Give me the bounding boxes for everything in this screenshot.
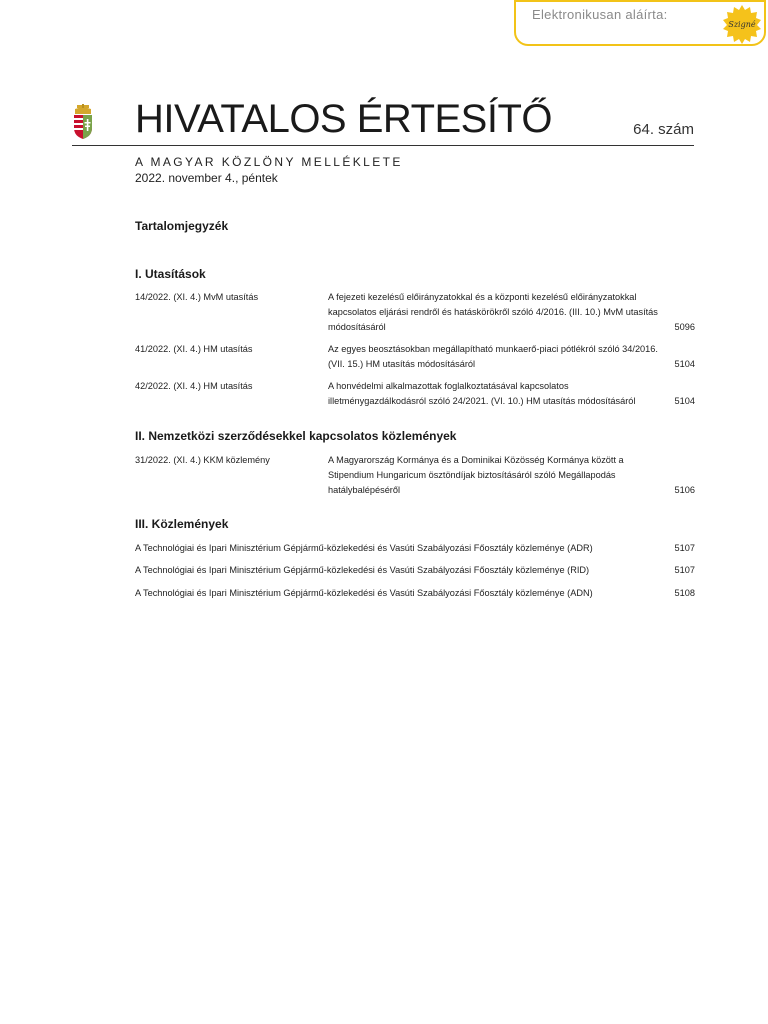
toc-entry[interactable]	[135, 541, 695, 556]
entry-reference: 14/2022. (XI. 4.) MvM utasítás	[135, 292, 259, 302]
entry-description: A Magyarország Kormánya és a Dominikai Közösség Kormánya között a Stipendium Hungaricum ösztöndíjak biztosításáról szóló Megállapodás hatálybalépéséről	[328, 455, 624, 495]
entry-page-number: 5104	[674, 396, 695, 406]
toc-entry[interactable]	[135, 379, 695, 409]
entry-page-number: 5106	[674, 485, 695, 495]
entry-page-number: 5107	[674, 543, 695, 553]
toc-entry[interactable]	[135, 342, 695, 372]
entry-reference: 31/2022. (XI. 4.) KKM közlemény	[135, 455, 270, 465]
entry-description: Az egyes beosztásokban megállapítható munkaerő-piaci pótlékról szóló 34/2016. (VII. 15.) HM utasítás módosításáról	[328, 344, 658, 369]
section-heading-instructions: I. Utasítások	[135, 267, 206, 281]
entry-description: A fejezeti kezelésű előirányzatokkal és a központi kezelésű előirányzatokkal kapcsolatos eljárási rendről és hatáskörökről szóló 4/2016. (III. 10.) MvM utasítás módosításáról	[328, 292, 658, 332]
entry-page-number: 5104	[674, 359, 695, 369]
svg-text:Szigné: Szigné	[728, 20, 756, 29]
entry-description: A Technológiai és Ipari Minisztérium Gépjármű-közlekedési és Vasúti Szabályozási Főosztály közleménye (RID)	[135, 565, 590, 575]
toc-entry[interactable]	[135, 586, 695, 601]
electronic-signature-box[interactable]	[514, 0, 766, 46]
signature-seal-icon	[722, 4, 762, 44]
entry-page-number: 5108	[674, 588, 695, 598]
hungarian-coat-of-arms-icon	[72, 104, 94, 140]
publication-title: HIVATALOS ÉRTESÍTŐ	[135, 97, 553, 141]
entry-page-number: 5107	[674, 565, 695, 575]
entry-page-number: 5096	[674, 322, 695, 332]
issue-number: 64. szám	[633, 121, 694, 138]
publication-date: 2022. november 4., péntek	[135, 171, 278, 185]
entry-description: A Technológiai és Ipari Minisztérium Gépjármű-közlekedési és Vasúti Szabályozási Főosztály közleménye (ADN)	[135, 588, 593, 598]
toc-entry[interactable]	[135, 290, 695, 335]
signature-label: Elektronikusan aláírta:	[532, 7, 668, 22]
toc-entry[interactable]	[135, 453, 695, 498]
section-heading-international-treaties: II. Nemzetközi szerződésekkel kapcsolatos közlemények	[135, 429, 457, 443]
header-divider	[72, 145, 694, 146]
entry-description: A honvédelmi alkalmazottak foglalkoztatásával kapcsolatos illetménygazdálkodásról szóló 24/2021. (VI. 10.) HM utasítás módosításáról	[328, 381, 636, 406]
entry-reference: 41/2022. (XI. 4.) HM utasítás	[135, 344, 253, 354]
toc-title: Tartalomjegyzék	[135, 219, 229, 233]
entry-description: A Technológiai és Ipari Minisztérium Gépjármű-közlekedési és Vasúti Szabályozási Főosztály közleménye (ADR)	[135, 543, 593, 553]
entry-reference: 42/2022. (XI. 4.) HM utasítás	[135, 381, 253, 391]
publication-subtitle: A MAGYAR KÖZLÖNY MELLÉKLETE	[135, 155, 403, 169]
toc-entry[interactable]	[135, 563, 695, 578]
section-heading-announcements: III. Közlemények	[135, 517, 229, 531]
